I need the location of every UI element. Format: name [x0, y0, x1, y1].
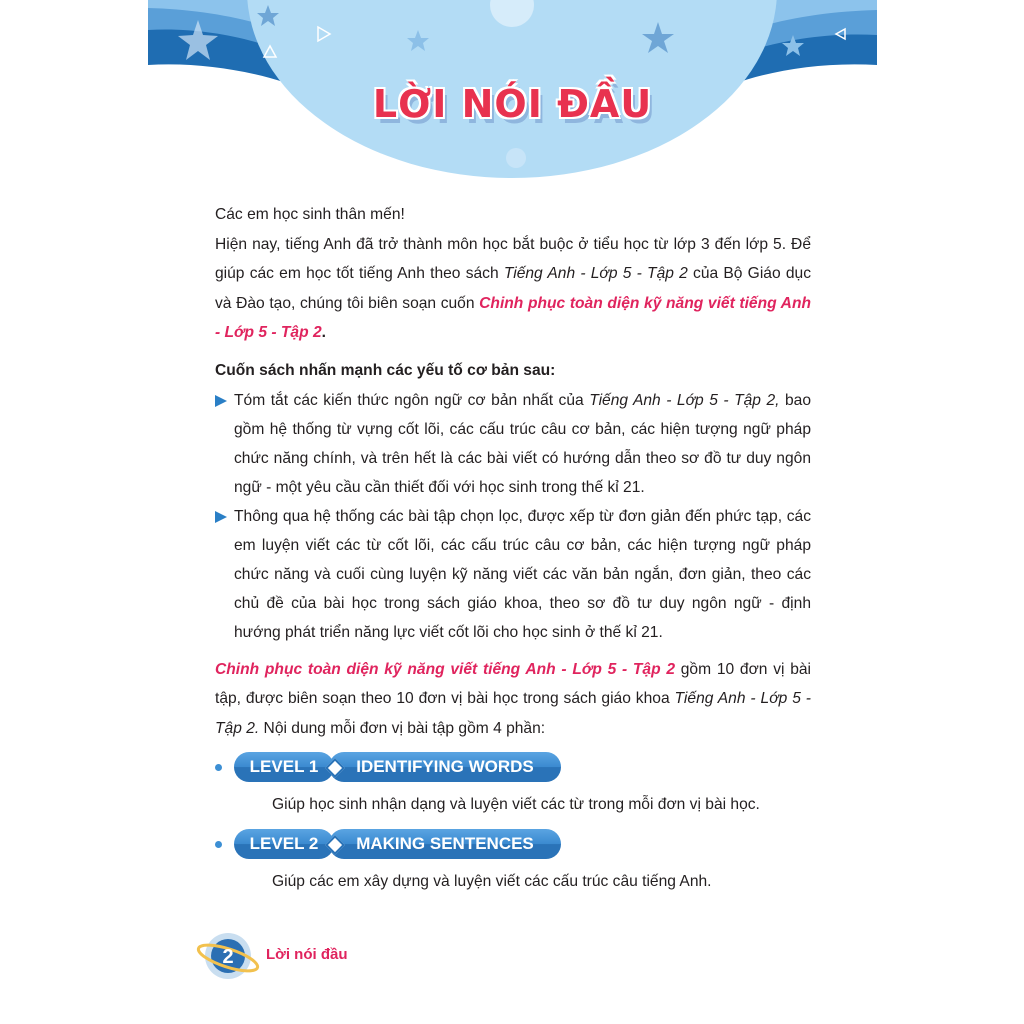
page-title: LỜI NÓI ĐẦU — [372, 82, 653, 126]
level-description: Giúp các em xây dựng và luyện viết các cấu trúc câu tiếng Anh. — [272, 872, 712, 890]
dot-icon — [215, 764, 222, 771]
level-label: LEVEL 2 — [234, 829, 334, 859]
bullet-item: Tóm tắt các kiến thức ngôn ngữ cơ bản nhất của Tiếng Anh - Lớp 5 - Tập 2, bao gồm hệ thống từ vựng cốt lõi, các cấu trúc câu cơ bản, các hiện tượng ngữ pháp chức năng chính, và trên hết là các bài viết có hướng dẫn theo sơ đồ tư duy ngôn ngữ - một yêu cầu cần thiết đối với học sinh trong thế kỉ 21. — [215, 386, 811, 502]
preface-body — [215, 200, 811, 897]
section-heading: Cuốn sách nhấn mạnh các yếu tố cơ bản sau: — [215, 361, 556, 379]
level-name: MAKING SENTENCES — [329, 829, 561, 859]
level-badge-1 — [215, 752, 811, 784]
dot-icon — [215, 841, 222, 848]
level-label: LEVEL 1 — [234, 752, 334, 782]
triangle-bullet-icon — [215, 511, 227, 523]
level-name: IDENTIFYING WORDS — [329, 752, 561, 782]
triangle-bullet-icon — [215, 395, 227, 407]
planet-icon — [196, 932, 260, 982]
footer-section-label: Lời nói đầu — [266, 946, 348, 963]
bullet-item: Thông qua hệ thống các bài tập chọn lọc, được xếp từ đơn giản đến phức tạp, các em luyện viết các từ cốt lõi, các cấu trúc câu cơ bản, các hiện tượng ngữ pháp chức năng và cuối cùng luyện kỹ năng viết các văn bản ngắn, đơn giản, theo các chủ đề của bài học trong sách giáo khoa, theo sơ đồ tư duy ngôn ngữ - định hướng phát triển năng lực viết cốt lõi cho học sinh ở thế kỉ 21. — [215, 502, 811, 647]
level-description: Giúp học sinh nhận dạng và luyện viết các từ trong mỗi đơn vị bài học. — [272, 796, 760, 814]
intro-paragraph: Hiện nay, tiếng Anh đã trở thành môn học bắt buộc ở tiểu học từ lớp 3 đến lớp 5. Để giúp các em học tốt tiếng Anh theo sách Tiếng Anh - Lớp 5 - Tập 2 của Bộ Giáo dục và Đào tạo, chúng tôi biên soạn cuốn Chinh phục toàn diện kỹ năng viết tiếng Anh - Lớp 5 - Tập 2. — [215, 235, 811, 342]
page-number: 2 — [222, 946, 234, 968]
level-badge-2 — [215, 829, 811, 861]
greeting: Các em học sinh thân mến! — [215, 206, 405, 223]
summary-paragraph: Chinh phục toàn diện kỹ năng viết tiếng Anh - Lớp 5 - Tập 2 gồm 10 đơn vị bài tập, được biên soạn theo 10 đơn vị bài học trong sách giáo khoa Tiếng Anh - Lớp 5 - Tập 2. Nội dung mỗi đơn vị bài tập gồm 4 phần: — [215, 660, 812, 737]
page — [148, 0, 877, 1024]
